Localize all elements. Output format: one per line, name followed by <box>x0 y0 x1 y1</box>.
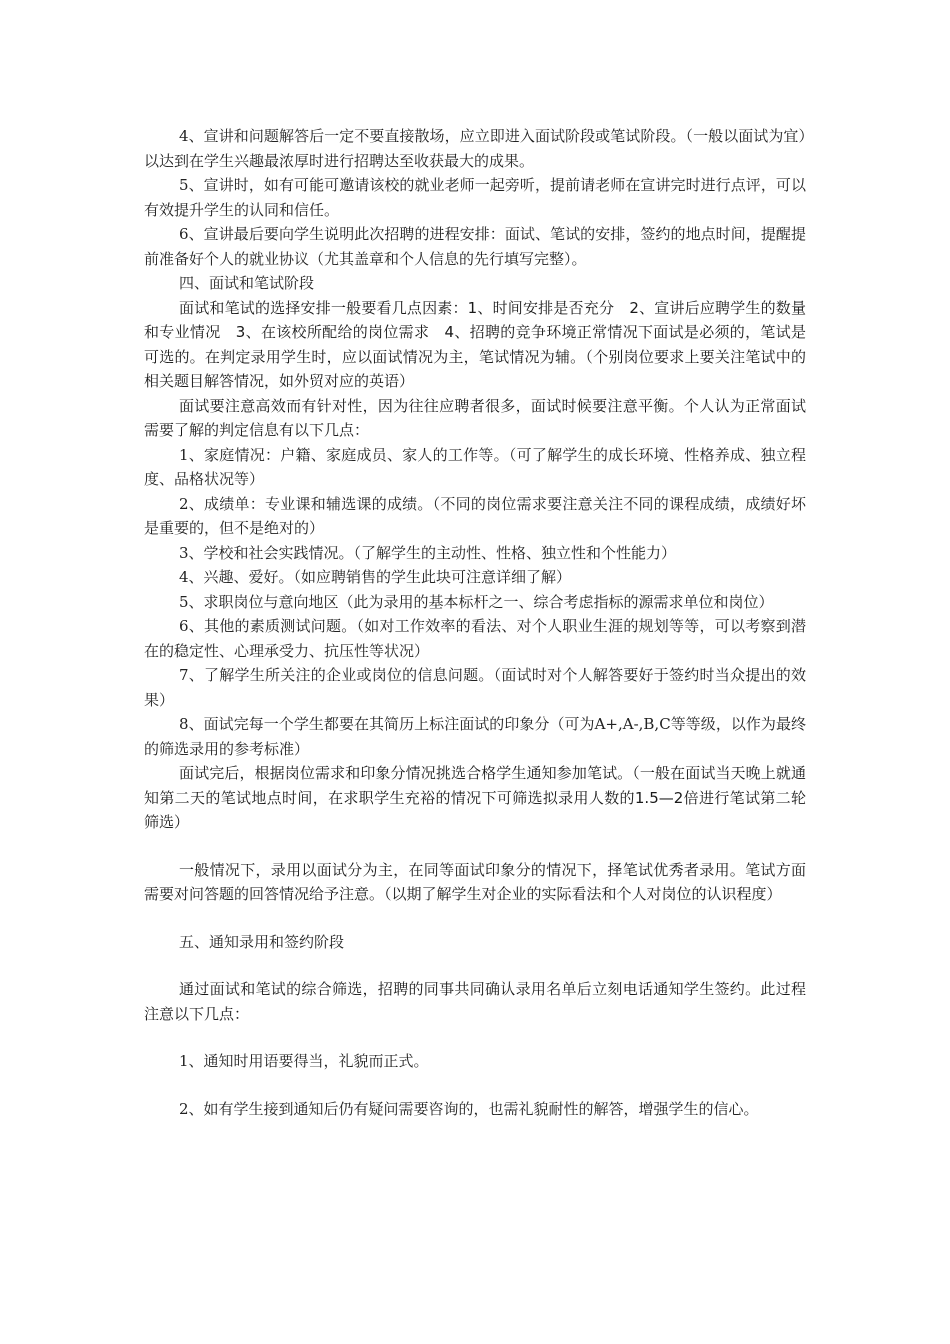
list-item-family: 1、家庭情况：户籍、家庭成员、家人的工作等。（可了解学生的成长环境、性格养成、独立程度、品格状况等） <box>144 445 806 488</box>
paragraph-item-5: 5、宣讲时，如有可能可邀请该校的就业老师一起旁听，提前请老师在宣讲完时进行点评，可以有效提升学生的认同和信任。 <box>144 176 806 219</box>
paragraph-hiring-rule: 一般情况下，录用以面试分为主，在同等面试印象分的情况下，择笔试优秀者录用。笔试方面需要对问答题的回答情况给予注意。（以期了解学生对企业的实际看法和个人对岗位的认识程度） <box>144 860 806 903</box>
document-body <box>144 124 806 1121</box>
list-item-notify-2: 2、如有学生接到通知后仍有疑问需要咨询的，也需礼貌耐性的解答，增强学生的信心。 <box>179 1099 759 1118</box>
list-item-practice: 3、学校和社会实践情况。（了解学生的主动性、性格、独立性和个性能力） <box>179 543 677 562</box>
paragraph-item-4: 4、宣讲和问题解答后一定不要直接散场，应立即进入面试阶段或笔试阶段。（一般以面试为宜）以达到在学生兴趣最浓厚时进行招聘达至收获最大的成果。 <box>144 127 806 170</box>
section-heading-4: 四、面试和笔试阶段 <box>179 274 315 292</box>
list-item-hobbies: 4、兴趣、爱好。（如应聘销售的学生此块可注意详细了解） <box>179 568 572 586</box>
paragraph-notify: 通过面试和笔试的综合筛选，招聘的同事共同确认录用名单后立刻电话通知学生签约。此过程注意以下几点： <box>144 980 806 1023</box>
paragraph-after-interview: 面试完后，根据岗位需求和印象分情况挑选合格学生通知参加笔试。（一般在面试当天晚上就通知第二天的笔试地点时间，在求职学生充裕的情况下可筛选拟录用人数的1.5—2倍进行笔试第二轮筛选） <box>144 764 806 831</box>
list-item-score: 8、面试完每一个学生都要在其简历上标注面试的印象分（可为A+,A-,B,C等等级，以作为最终的筛选录用的参考标准） <box>144 715 806 758</box>
section-heading-5: 五、通知录用和签约阶段 <box>179 932 345 951</box>
paragraph-item-6: 6、宣讲最后要向学生说明此次招聘的进程安排：面试、笔试的安排，签约的地点时间，提醒提前准备好个人的就业协议（尤其盖章和个人信息的先行填写完整）。 <box>144 225 806 268</box>
paragraph-interview-intro: 面试要注意高效而有针对性，因为往往应聘者很多，面试时候要注意平衡。个人认为正常面试需要了解的判定信息有以下几点： <box>144 396 806 439</box>
list-item-quality: 6、其他的素质测试问题。（如对工作效率的看法、对个人职业生涯的规划等等，可以考察到潜在的稳定性、心理承受力、抗压性等状况） <box>144 617 806 660</box>
list-item-concerns: 7、了解学生所关注的企业或岗位的信息问题。（面试时对个人解答要好于签约时当众提出的效果） <box>144 666 806 709</box>
list-item-grades: 2、成绩单：专业课和辅选课的成绩。（不同的岗位需求要注意关注不同的课程成绩，成绩好坏是重要的，但不是绝对的） <box>144 494 806 537</box>
list-item-position: 5、求职岗位与意向地区（此为录用的基本标杆之一、综合考虑指标的源需求单位和岗位） <box>179 592 774 611</box>
list-item-notify-1: 1、通知时用语要得当，礼貌而正式。 <box>179 1052 429 1070</box>
paragraph-factors: 面试和笔试的选择安排一般要看几点因素：1、时间安排是否充分 2、宣讲后应聘学生的数量和专业情况 3、在该校所配给的岗位需求 4、招聘的竞争环境正常情况下面试是必须的，笔试是可选的。在判定录用学生时，应以面试情况为主，笔试情况为辅。（个别岗位要求上要关注笔试中的相关题目解答情况，如外贸对应的英语） <box>144 298 806 390</box>
